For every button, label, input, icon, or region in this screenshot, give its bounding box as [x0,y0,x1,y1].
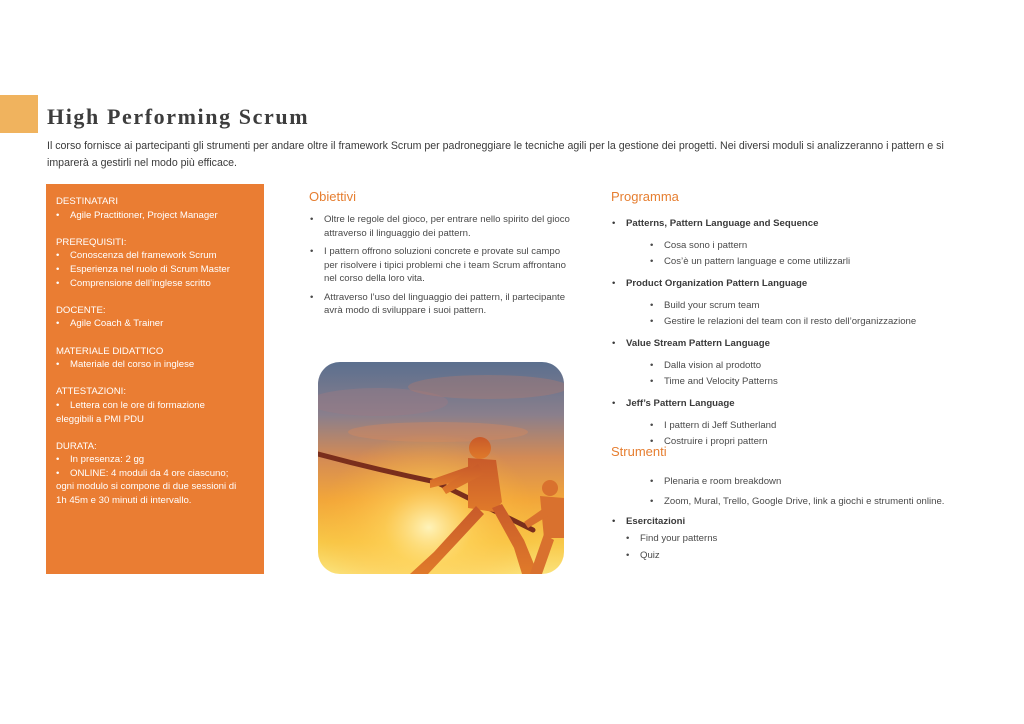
strumenti-list [612,474,1012,564]
attestazioni-item-cont: eleggibili a PMI PDU [56,413,144,425]
prerequisiti-item: • Esperienza nel ruolo di Scrum Master [56,263,230,275]
prerequisiti-section [56,236,256,290]
prerequisiti-item: • Comprensione dell’inglese scritto [56,277,211,289]
programma-section-title: • Product Organization Pattern Language [612,276,1012,292]
docente-section [56,304,256,331]
obiettivi-item: • Attraverso l’uso del linguaggio dei pattern, il partecipante avrà modo di sviluppare i suoi pattern. [310,291,575,318]
durata-item-cont: 1h 45m e 30 minuti di intervallo. [56,495,192,507]
title-accent-block [0,95,38,133]
materiale-section [56,345,256,372]
destinatari-item: • Agile Practitioner, Project Manager [56,209,218,221]
obiettivi-item: • I pattern offrono soluzioni concrete e provate sul campo per risolvere i tipici problemi che i team Scrum affrontano nel corso della loro vita. [310,245,575,286]
tug-of-war-photo [318,362,564,574]
intro-paragraph: Il corso fornisce ai partecipanti gli strumenti per andare oltre il framework Scrum per padroneggiare le tecniche agili per la gestione dei progetti. Nei diversi moduli si analizzeranno i pattern e si imparerà a gestirli nel modo più efficace. [47,140,944,169]
course-info-box [46,184,264,574]
programma-subitem: • Dalla vision al prodotto [612,358,1012,374]
programma-section-title: • Patterns, Pattern Language and Sequence [612,216,1012,232]
esercitazioni-item: • Quiz [612,547,1012,564]
obiettivi-item: • Oltre le regole del gioco, per entrare nello spirito del gioco attraverso il linguaggio dei pattern. [310,213,575,240]
programma-section-title: • Jeff’s Pattern Language [612,396,1012,412]
programma-subitem: • Time and Velocity Patterns [612,374,1012,390]
materiale-item: • Materiale del corso in inglese [56,359,195,371]
durata-heading: DURATA: [56,440,97,452]
programma-heading: Programma [611,189,679,204]
attestazioni-section [56,385,256,426]
obiettivi-heading: Obiettivi [309,189,356,204]
programma-subitem: • Costruire i propri pattern [612,434,1012,450]
destinatari-heading: DESTINATARI [56,196,119,207]
destinatari-section [56,195,256,222]
docente-item: • Agile Coach & Trainer [56,318,164,330]
programma-subitem: • Build your scrum team [612,298,1012,314]
programma-section-title: • Value Stream Pattern Language [612,336,1012,352]
materiale-heading: MATERIALE DIDATTICO [56,345,164,357]
durata-section [56,440,256,508]
attestazioni-item: • Lettera con le ore di formazione [56,399,205,411]
prerequisiti-heading: PREREQUISITI: [56,236,127,248]
attestazioni-heading: ATTESTAZIONI: [56,386,126,398]
obiettivi-list [310,213,575,323]
strumenti-heading: Strumenti [611,444,667,459]
programma-list [612,216,1012,450]
programma-subitem: • Gestire le relazioni del team con il resto dell’organizzazione [612,314,1012,330]
programma-subitem: • I pattern di Jeff Sutherland [612,418,1012,434]
esercitazioni-item: • Find your patterns [612,530,1012,547]
programma-subitem: • Cosa sono i pattern [612,238,1012,254]
durata-item-cont: ogni modulo si compone di due sessioni di [56,481,237,493]
durata-item: • In presenza: 2 gg [56,454,145,466]
docente-heading: DOCENTE: [56,304,106,316]
durata-item: • ONLINE: 4 moduli da 4 ore ciascuno; [56,467,229,479]
prerequisiti-item: • Conoscenza del framework Scrum [56,250,217,262]
esercitazioni-title: • Esercitazioni [612,514,1012,530]
strumenti-subitem: • Zoom, Mural, Trello, Google Drive, link a giochi e strumenti online. [612,494,1012,514]
programma-subitem: • Cos’è un pattern language e come utilizzarli [612,254,1012,270]
strumenti-subitem: • Plenaria e room breakdown [612,474,1012,494]
page-title: High Performing Scrum [47,104,310,129]
